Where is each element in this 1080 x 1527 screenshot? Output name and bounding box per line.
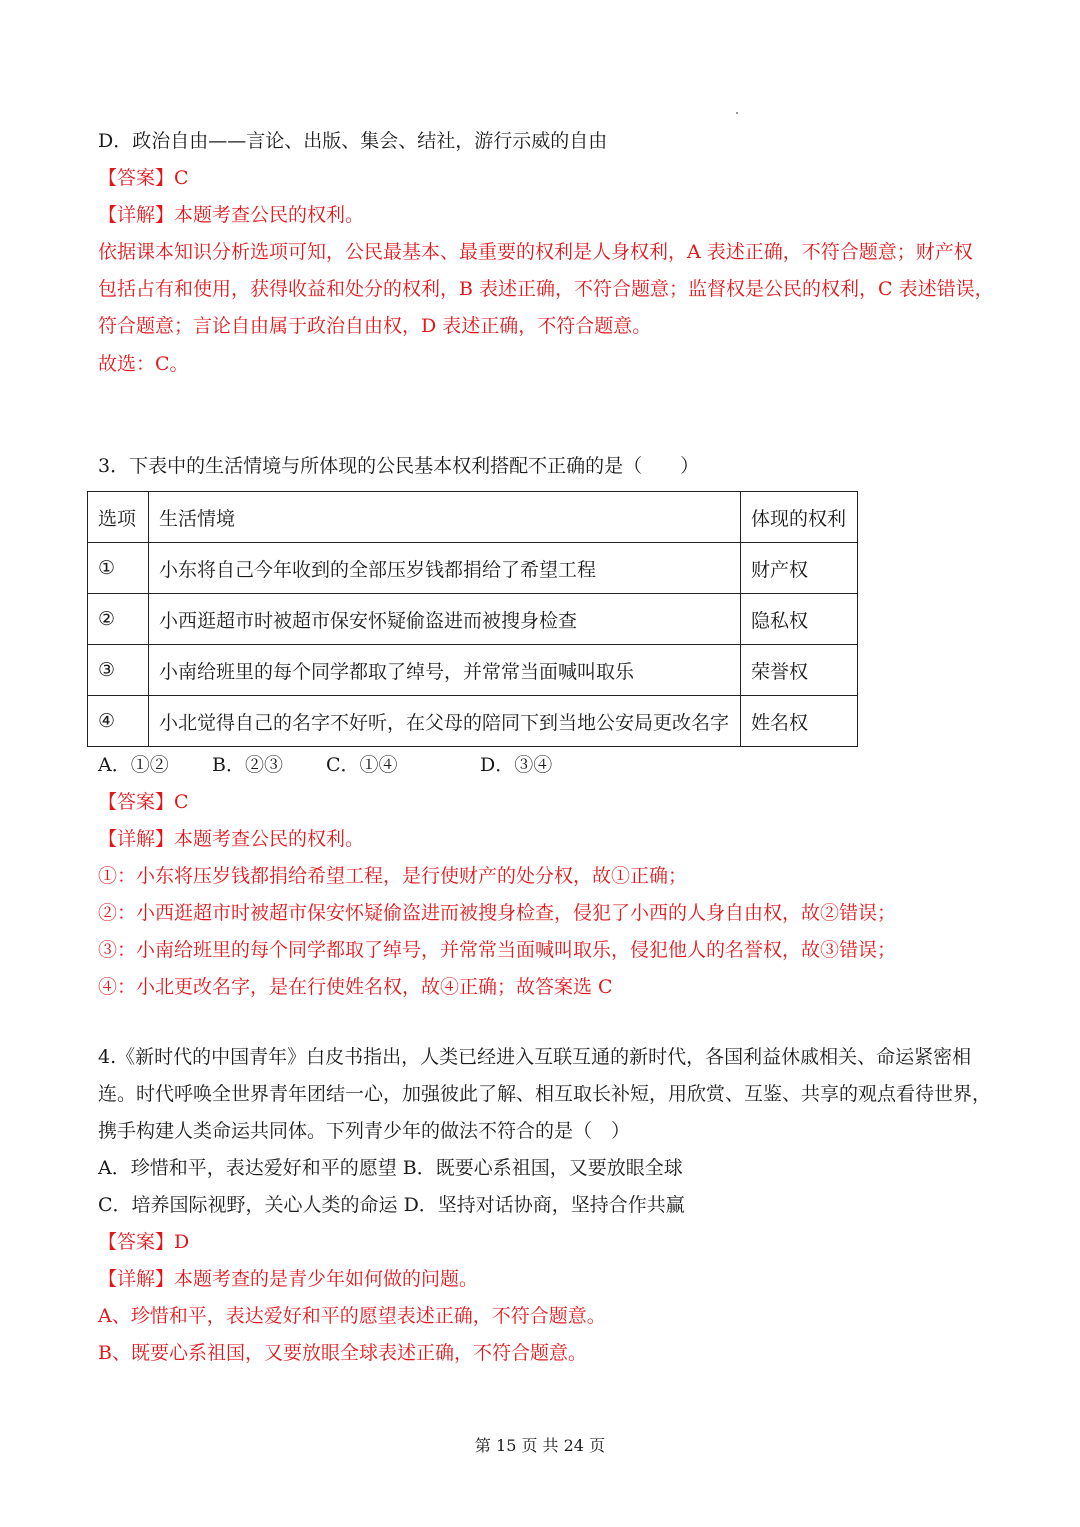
q3-option-d: D．③④ [480, 754, 553, 776]
row-right: 荣誉权 [741, 645, 858, 696]
q3-answer [98, 789, 189, 815]
answer-value: C [174, 791, 189, 813]
page-footer: 第 15 页 共 24 页 [474, 1436, 606, 1455]
detail-label: 【详解】 [98, 828, 175, 850]
header-situation: 生活情境 [149, 492, 741, 543]
table-header-row [88, 492, 858, 543]
scan-speck [736, 112, 738, 114]
q4-explanation-2: B、既要心系祖国，又要放眼全球表述正确，不符合题意。 [98, 1342, 587, 1364]
table-row [88, 543, 858, 594]
q3-option-a: A．①② [98, 754, 169, 776]
table-row [88, 645, 858, 696]
table-row [88, 594, 858, 645]
answer-value: D [174, 1231, 190, 1253]
detail-intro: 本题考查公民的权利。 [174, 828, 365, 850]
answer-value: C [174, 167, 189, 189]
prev-option-d: D．政治自由——言论、出版、集会、结社，游行示威的自由 [98, 130, 608, 152]
q4-stem-3: 携手构建人类命运共同体。下列青少年的做法不符合的是（ ） [98, 1120, 631, 1142]
row-situation: 小北觉得自己的名字不好听，在父母的陪同下到当地公安局更改名字 [149, 696, 741, 747]
row-situation: 小南给班里的每个同学都取了绰号，并常常当面喊叫取乐 [149, 645, 741, 696]
q4-options-ab: A．珍惜和平，表达爱好和平的愿望 B．既要心系祖国，又要放眼全球 [98, 1157, 683, 1179]
prev-explanation-4: 故选：C。 [98, 353, 189, 375]
row-number: ① [88, 543, 149, 594]
q3-option-c: C．①④ [326, 754, 398, 776]
row-number: ④ [88, 696, 149, 747]
row-situation: 小西逛超市时被超市保安怀疑偷盗进而被搜身检查 [149, 594, 741, 645]
row-right: 姓名权 [741, 696, 858, 747]
prev-detail [98, 202, 364, 228]
prev-explanation-2: 包括占有和使用，获得收益和处分的权利，B 表述正确，不符合题意；监督权是公民的权利，C 表述错误， [98, 278, 994, 300]
q3-stem: 3．下表中的生活情境与所体现的公民基本权利搭配不正确的是（ ） [98, 455, 700, 477]
q4-stem-1: 4.《新时代的中国青年》白皮书指出，人类已经进入互联互通的新时代，各国利益休戚相关、命运紧密相 [98, 1046, 972, 1068]
header-option: 选项 [88, 492, 149, 543]
row-right: 财产权 [741, 543, 858, 594]
q3-explanation-1: ①：小东将压岁钱都捐给希望工程，是行使财产的处分权，故①正确； [98, 865, 688, 887]
detail-intro: 本题考查的是青少年如何做的问题。 [174, 1268, 479, 1290]
q3-explanation-4: ④：小北更改名字，是在行使姓名权，故④正确；故答案选 C [98, 976, 613, 998]
q4-options-cd: C．培养国际视野，关心人类的命运 D．坚持对话协商，坚持合作共赢 [98, 1194, 685, 1216]
detail-label: 【详解】 [98, 1268, 175, 1290]
answer-label: 【答案】 [98, 1231, 175, 1253]
prev-explanation-3: 符合题意；言论自由属于政治自由权，D 表述正确，不符合题意。 [98, 315, 652, 337]
row-number: ③ [88, 645, 149, 696]
answer-label: 【答案】 [98, 791, 175, 813]
prev-explanation-1: 依据课本知识分析选项可知，公民最基本、最重要的权利是人身权利，A 表述正确，不符合题意；财产权 [98, 241, 973, 263]
answer-label: 【答案】 [98, 167, 175, 189]
q3-option-b: B．②③ [212, 754, 283, 776]
header-right: 体现的权利 [741, 492, 858, 543]
q3-explanation-2: ②：小西逛超市时被超市保安怀疑偷盗进而被搜身检查，侵犯了小西的人身自由权，故②错误； [98, 902, 897, 924]
detail-label: 【详解】 [98, 204, 175, 226]
prev-answer [98, 165, 189, 191]
row-situation: 小东将自己今年收到的全部压岁钱都捐给了希望工程 [149, 543, 741, 594]
row-right: 隐私权 [741, 594, 858, 645]
q4-explanation-1: A、珍惜和平，表达爱好和平的愿望表述正确，不符合题意。 [98, 1305, 606, 1327]
row-number: ② [88, 594, 149, 645]
q3-explanation-3: ③：小南给班里的每个同学都取了绰号，并常常当面喊叫取乐，侵犯他人的名誉权，故③错误； [98, 939, 897, 961]
q3-table [87, 491, 858, 747]
detail-intro: 本题考查公民的权利。 [174, 204, 365, 226]
q4-answer [98, 1229, 189, 1255]
q3-detail [98, 826, 364, 852]
table-row [88, 696, 858, 747]
q4-stem-2: 连。时代呼唤全世界青年团结一心，加强彼此了解、相互取长补短，用欣赏、互鉴、共享的观点看待世界， [98, 1083, 992, 1105]
q4-detail [98, 1266, 478, 1292]
